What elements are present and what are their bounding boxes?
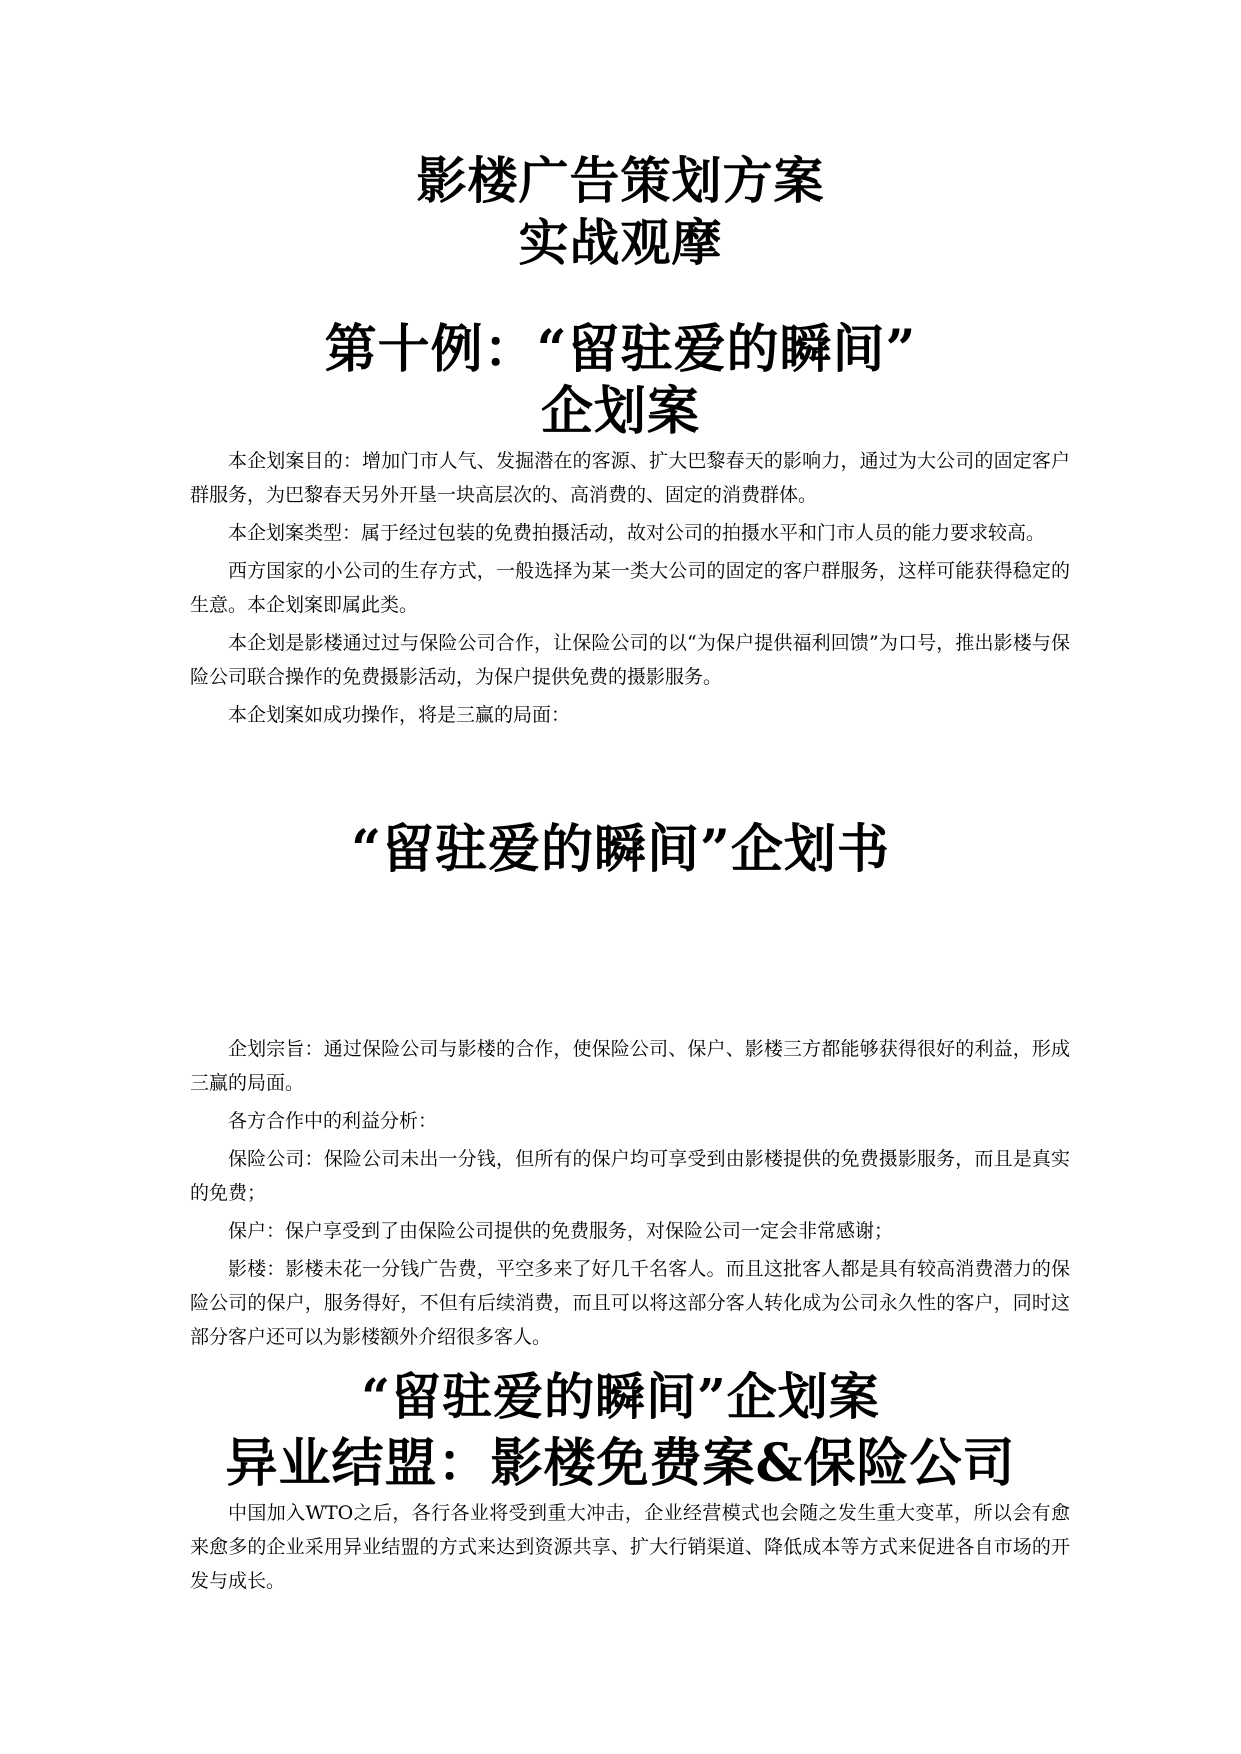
document-subtitle: 实战观摩: [518, 213, 723, 272]
case-title-line2: 企划案: [540, 381, 700, 442]
document-title: 影楼广告策划方案: [416, 151, 825, 210]
intro-paragraph: 本企划案目的：增加门市人气、发掘潜在的客源、扩大巴黎春天的影响力，通过为大公司的固定客户群服务，为巴黎春天另外开垦一块高层次的、高消费的、固定的消费群体。: [190, 450, 1070, 506]
intro-paragraph: 西方国家的小公司的生存方式，一般选择为某一类大公司的固定的客户群服务，这样可能获得稳定的生意。本企划案即属此类。: [190, 560, 1070, 616]
intro-paragraph: 本企划案如成功操作，将是三赢的局面：: [228, 704, 571, 726]
intro-paragraph: 本企划案类型：属于经过包装的免费拍摄活动，故对公司的拍摄水平和门市人员的能力要求较高。: [228, 522, 1046, 544]
section-title-line1: “留驻爱的瞬间”企划案: [361, 1367, 880, 1426]
plan-paragraph: 影楼：影楼未花一分钱广告费，平空多来了好几千名客人。而且这批客人都是具有较高消费潜力的保险公司的保户，服务得好，不但有后续消费，而且可以将这部分客人转化成为公司永久性的客户，同时这部分客户还可以为影楼额外介绍很多客人。: [190, 1258, 1070, 1348]
intro-section: [190, 444, 1070, 736]
plan-paragraph: 企划宗旨：通过保险公司与影楼的合作，使保险公司、保户、影楼三方都能够获得很好的利益，形成三赢的局面。: [190, 1038, 1070, 1094]
plan-section: [190, 1032, 1070, 1358]
case-title-line1: 第十例：“留驻爱的瞬间”: [324, 319, 917, 380]
intro-paragraph: 本企划是影楼通过过与保险公司合作，让保险公司的以“为保户提供福利回馈”为口号，推出影楼与保险公司联合操作的免费摄影活动，为保户提供免费的摄影服务。: [190, 632, 1070, 688]
plan-paragraph: 各方合作中的利益分析：: [228, 1110, 438, 1132]
alliance-section: [190, 1496, 1070, 1602]
section-title-line2: 异业结盟：影楼免费案&保险公司: [225, 1433, 1016, 1494]
plan-paragraph: 保户：保户享受到了由保险公司提供的免费服务，对保险公司一定会非常感谢；: [228, 1220, 894, 1242]
alliance-paragraph: 中国加入WTO之后，各行各业将受到重大冲击，企业经营模式也会随之发生重大变革，所以会有愈来愈多的企业采用异业结盟的方式来达到资源共享、扩大行销渠道、降低成本等方式来促进各自市场的开发与成长。: [190, 1502, 1070, 1592]
plan-book-title: “留驻爱的瞬间”企划书: [351, 819, 890, 880]
plan-paragraph: 保险公司：保险公司未出一分钱，但所有的保户均可享受到由影楼提供的免费摄影服务，而且是真实的免费；: [190, 1148, 1070, 1204]
